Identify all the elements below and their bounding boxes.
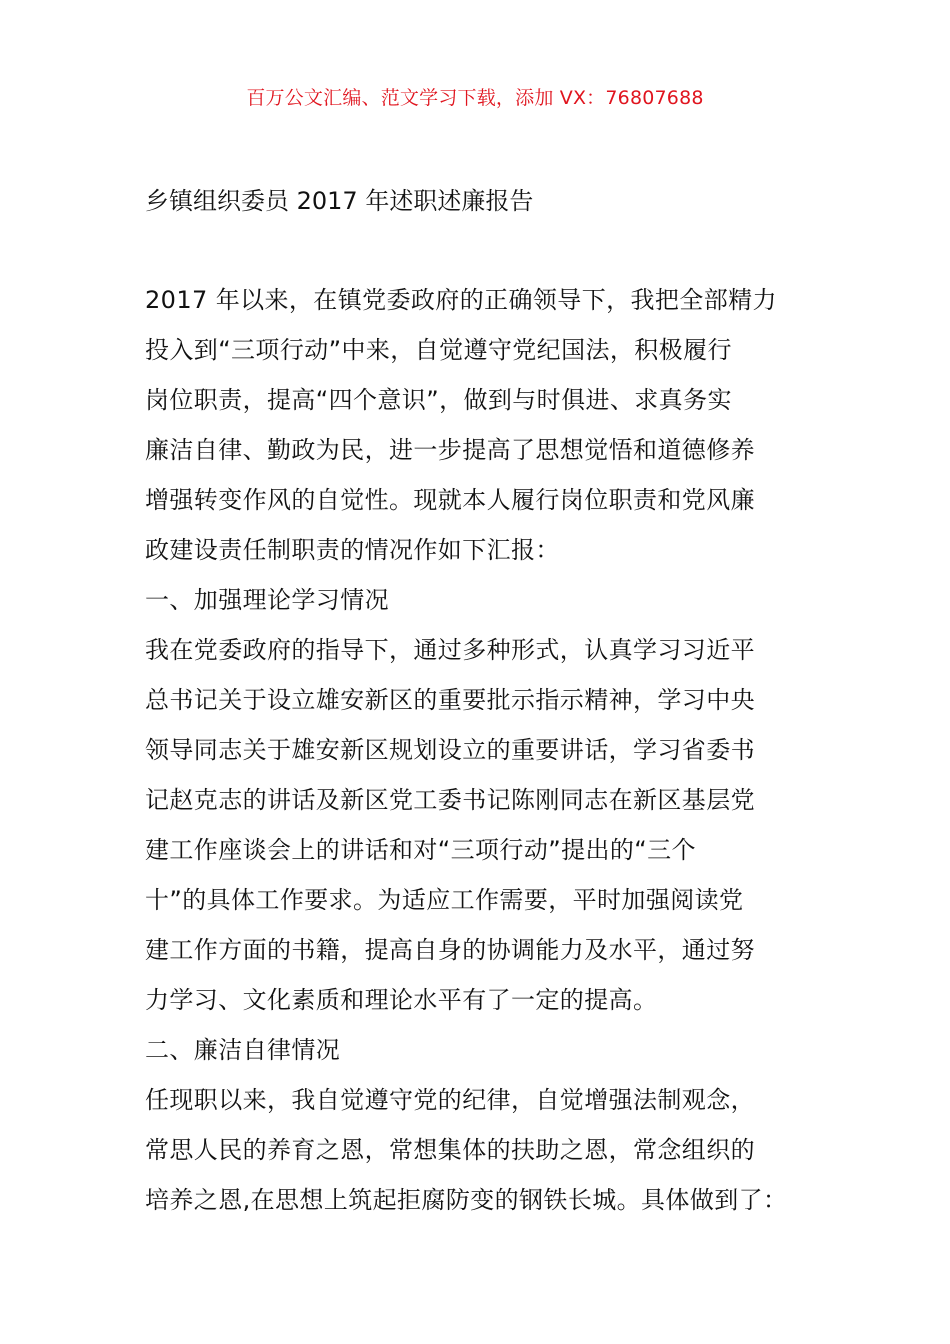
body-line: 2017 年以来，在镇党委政府的正确领导下，我把全部精力 xyxy=(145,286,777,314)
body-line: 常思人民的养育之恩，常想集体的扶助之恩，常念组织的 xyxy=(145,1136,755,1164)
body-line: 政建设责任制职责的情况作如下汇报： xyxy=(145,536,560,564)
body-line: 增强转变作风的自觉性。现就本人履行岗位职责和党风廉 xyxy=(145,486,755,514)
body-line: 我在党委政府的指导下，通过多种形式，认真学习习近平 xyxy=(145,636,755,664)
body-line: 建工作方面的书籍，提高自身的协调能力及水平，通过努 xyxy=(145,936,755,964)
page-title: 乡镇组织委员 2017 年述职述廉报告 xyxy=(145,187,534,215)
body-line: 力学习、文化素质和理论水平有了一定的提高。 xyxy=(145,986,658,1014)
body-line: 记赵克志的讲话及新区党工委书记陈刚同志在新区基层党 xyxy=(145,786,755,814)
body-line: 建工作座谈会上的讲话和对“三项行动”提出的“三个 xyxy=(145,836,696,864)
body-line: 十”的具体工作要求。为适应工作需要，平时加强阅读党 xyxy=(145,886,744,914)
body-line: 岗位职责，提高“四个意识”，做到与时俱进、求真务实 xyxy=(145,386,732,414)
section-heading: 二、廉洁自律情况 xyxy=(145,1036,341,1064)
section-heading: 一、加强理论学习情况 xyxy=(145,586,389,614)
header-promo-note: 百万公文汇编、范文学习下载，添加 VX：76807688 xyxy=(246,87,704,109)
body-line: 廉洁自律、勤政为民，进一步提高了思想觉悟和道德修养 xyxy=(145,436,755,464)
body-line: 投入到“三项行动”中来，自觉遵守党纪国法，积极履行 xyxy=(145,336,732,364)
body-line: 任现职以来，我自觉遵守党的纪律，自觉增强法制观念， xyxy=(145,1086,755,1114)
body-line: 领导同志关于雄安新区规划设立的重要讲话，学习省委书 xyxy=(145,736,755,764)
body-line: 总书记关于设立雄安新区的重要批示指示精神，学习中央 xyxy=(145,686,755,714)
body-line: 培养之恩,在思想上筑起拒腐防变的钢铁长城。具体做到了： xyxy=(145,1186,788,1214)
document-body xyxy=(145,281,835,1231)
